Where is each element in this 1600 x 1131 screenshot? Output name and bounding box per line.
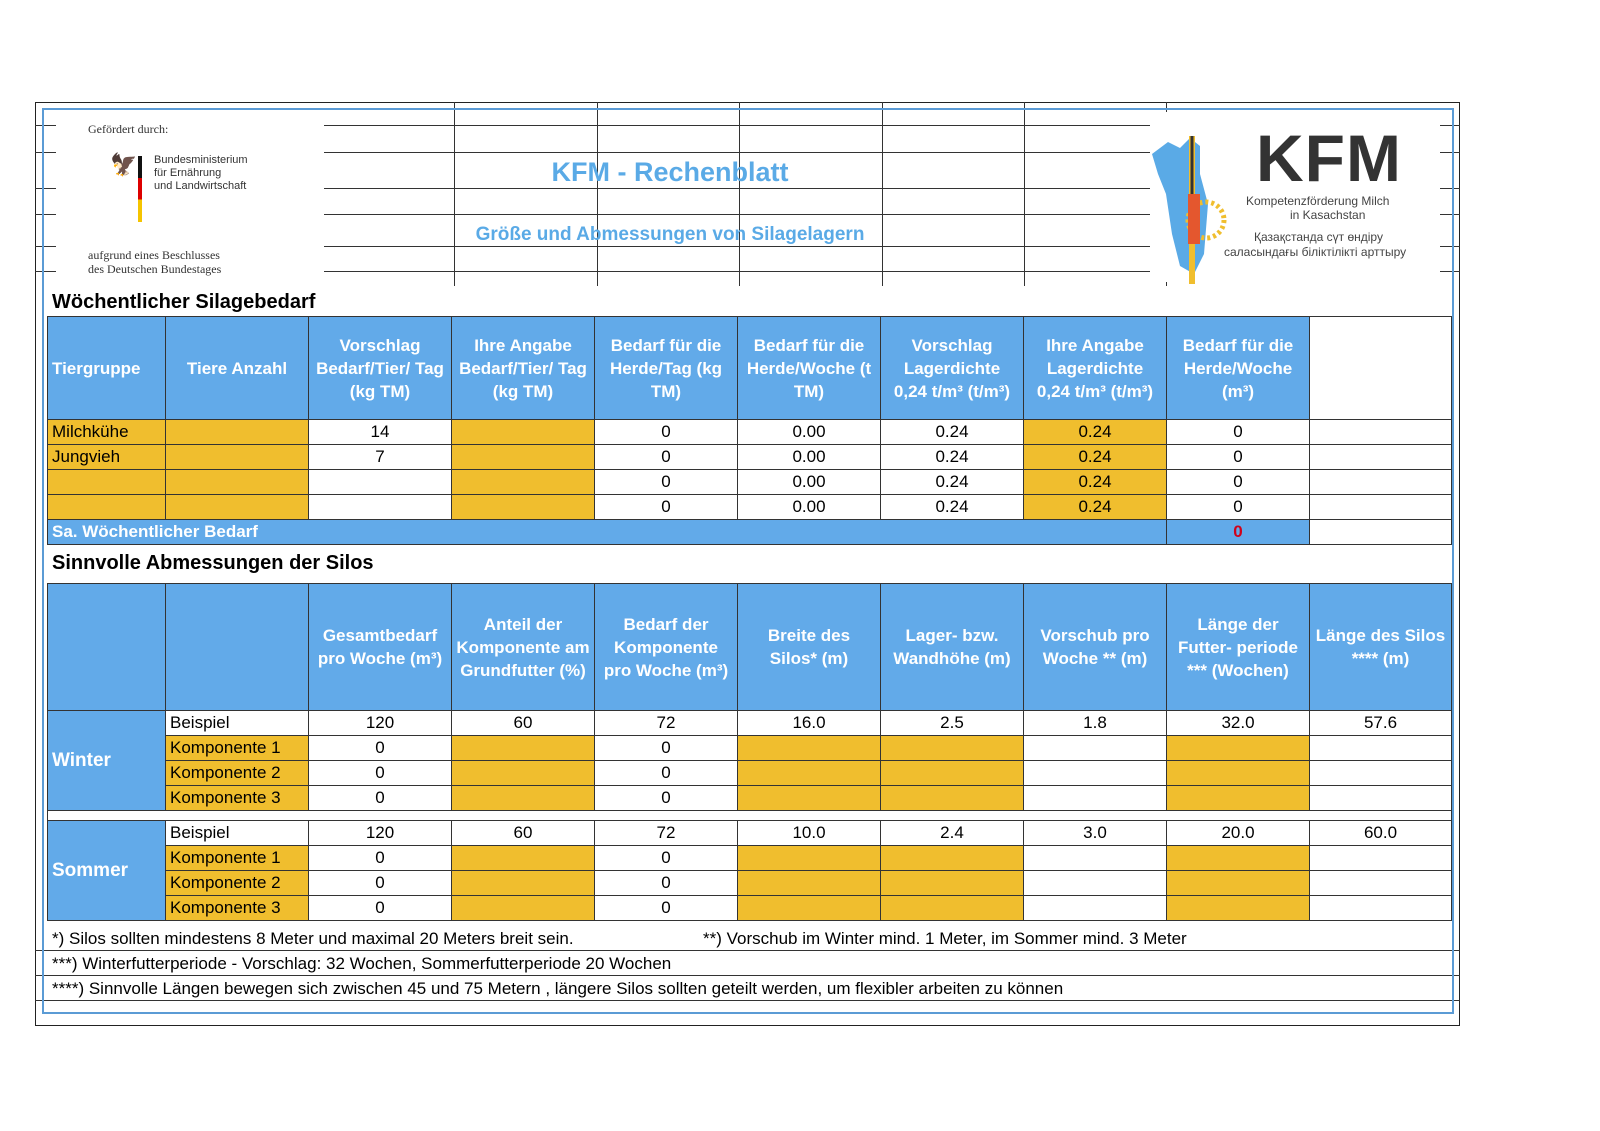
vorschub-cell: [1024, 786, 1167, 811]
wandhoehe-input[interactable]: [881, 871, 1024, 896]
vorschub-cell: [1024, 871, 1167, 896]
anteil-input[interactable]: [452, 871, 595, 896]
herde-tag-cell: 0: [595, 495, 738, 520]
silolaenge-cell: 57.6: [1310, 711, 1452, 736]
kfm-logo: [1150, 112, 1440, 282]
vorschlag-dichte-cell: 0.24: [881, 420, 1024, 445]
bedarf-komponente-cell: 0: [595, 761, 738, 786]
anteil-cell: 60: [452, 821, 595, 846]
kfm-letters: KFM: [1256, 121, 1402, 195]
wandhoehe-input[interactable]: [881, 846, 1024, 871]
kfm-tagline-kz-2: саласындағы біліктілікті арттыру: [1224, 245, 1407, 259]
ihre-dichte-input[interactable]: 0.24: [1024, 420, 1167, 445]
row-label: Komponente 1: [166, 846, 309, 871]
grid-line: [597, 102, 598, 286]
futterperiode-input[interactable]: [1167, 871, 1310, 896]
kfm-tagline-de-2: in Kasachstan: [1290, 208, 1366, 222]
col-header: Bedarf der Komponente pro Woche (m³): [595, 584, 738, 711]
vorschub-cell: [1024, 736, 1167, 761]
anteil-input[interactable]: [452, 736, 595, 761]
gesamtbedarf-cell: 0: [309, 896, 452, 921]
col-header: Vorschlag Lagerdichte 0,24 t/m³ (t/m³): [881, 317, 1024, 420]
table-row: [48, 846, 1452, 871]
ihre-angabe-input[interactable]: [452, 445, 595, 470]
page-subtitle: Größe und Abmessungen von Silagelagern: [475, 224, 865, 245]
breite-input[interactable]: [738, 761, 881, 786]
vorschub-cell: 1.8: [1024, 711, 1167, 736]
tiere-anzahl-input[interactable]: [166, 495, 309, 520]
breite-input[interactable]: [738, 786, 881, 811]
silolaenge-cell: [1310, 761, 1452, 786]
col-header: Ihre Angabe Bedarf/Tier/ Tag (kg TM): [452, 317, 595, 420]
grid-line: [739, 102, 740, 286]
page-title: KFM - Rechenblatt: [551, 157, 789, 187]
gesamtbedarf-cell: 0: [309, 761, 452, 786]
col-header: Vorschub pro Woche ** (m): [1024, 584, 1167, 711]
bedarf-komponente-cell: 0: [595, 871, 738, 896]
herde-woche-cell: 0.00: [738, 445, 881, 470]
herde-tag-cell: 0: [595, 445, 738, 470]
table-row: [48, 445, 1452, 470]
sum-value: 0: [1167, 520, 1310, 545]
grid-line: [35, 950, 1460, 951]
bedarf-komponente-cell: 0: [595, 896, 738, 921]
gesamtbedarf-cell: 120: [309, 821, 452, 846]
bedarf-komponente-cell: 0: [595, 846, 738, 871]
ihre-angabe-input[interactable]: [452, 420, 595, 445]
col-header: Bedarf für die Herde/Woche (t TM): [738, 317, 881, 420]
ministry-name: Bundesministerium für Ernährung und Landwirtschaft: [154, 154, 248, 192]
wandhoehe-input[interactable]: [881, 761, 1024, 786]
section-weekly-demand-title: Wöchentlicher Silagebedarf: [52, 291, 316, 313]
futterperiode-input[interactable]: [1167, 786, 1310, 811]
ministry-logo: [56, 112, 324, 286]
table-row: [48, 896, 1452, 921]
col-header: Ihre Angabe Lagerdichte 0,24 t/m³ (t/m³): [1024, 317, 1167, 420]
season-label-summer: Sommer: [48, 821, 166, 921]
futterperiode-input[interactable]: [1167, 761, 1310, 786]
col-header: Lager- bzw. Wandhöhe (m): [881, 584, 1024, 711]
vorschub-cell: 3.0: [1024, 821, 1167, 846]
grid-line: [454, 102, 455, 286]
gesamtbedarf-cell: 0: [309, 786, 452, 811]
table-row: [48, 736, 1452, 761]
silolaenge-cell: [1310, 736, 1452, 761]
herde-woche-m3-cell: 0: [1167, 445, 1310, 470]
tiere-anzahl-input[interactable]: [166, 470, 309, 495]
breite-input[interactable]: [738, 846, 881, 871]
vorschub-cell: [1024, 761, 1167, 786]
table-row: [48, 711, 1452, 736]
ihre-dichte-input[interactable]: 0.24: [1024, 470, 1167, 495]
bedarf-komponente-cell: 0: [595, 786, 738, 811]
table-row: [48, 761, 1452, 786]
wandhoehe-cell: 2.4: [881, 821, 1024, 846]
col-header: Vorschlag Bedarf/Tier/ Tag (kg TM): [309, 317, 452, 420]
breite-cell: 10.0: [738, 821, 881, 846]
empty-cell: [1310, 495, 1452, 520]
silolaenge-cell: [1310, 786, 1452, 811]
empty-cell: [1310, 317, 1452, 420]
row-label: Komponente 1: [166, 736, 309, 761]
footnote-width: *) Silos sollten mindestens 8 Meter und maximal 20 Meters breit sein.: [52, 929, 574, 948]
col-header: Bedarf für die Herde/Woche (m³): [1167, 317, 1310, 420]
futterperiode-input[interactable]: [1167, 896, 1310, 921]
section-silo-dimensions-title: Sinnvolle Abmessungen der Silos: [52, 552, 374, 574]
season-label-winter: Winter: [48, 711, 166, 811]
breite-input[interactable]: [738, 736, 881, 761]
table-row: [48, 495, 1452, 520]
table-row: [48, 871, 1452, 896]
herde-tag-cell: 0: [595, 470, 738, 495]
row-label: Komponente 3: [166, 786, 309, 811]
col-header: [48, 584, 166, 711]
empty-cell: [1310, 420, 1452, 445]
kazakhstan-map-icon: [1150, 134, 1260, 284]
herde-woche-m3-cell: 0: [1167, 470, 1310, 495]
futterperiode-input[interactable]: [1167, 736, 1310, 761]
ihre-dichte-input[interactable]: 0.24: [1024, 445, 1167, 470]
table-header-row: [48, 317, 1452, 420]
wandhoehe-cell: 2.5: [881, 711, 1024, 736]
vorschlag-dichte-cell: 0.24: [881, 445, 1024, 470]
tiergruppe-input[interactable]: Milchkühe: [48, 420, 166, 445]
grid-line: [35, 975, 1460, 976]
anteil-input[interactable]: [452, 846, 595, 871]
futterperiode-cell: 20.0: [1167, 821, 1310, 846]
col-header: Breite des Silos* (m): [738, 584, 881, 711]
table-header-row: [48, 584, 1452, 711]
anteil-input[interactable]: [452, 896, 595, 921]
sum-row: [48, 520, 1452, 545]
silo-dimensions-table: [47, 583, 1452, 921]
tiere-anzahl-input[interactable]: [166, 420, 309, 445]
anteil-input[interactable]: [452, 761, 595, 786]
herde-woche-cell: 0.00: [738, 495, 881, 520]
footnote-length: ****) Sinnvolle Längen bewegen sich zwischen 45 und 75 Metern , längere Silos sollten geteilt werden, um flexibler arbeiten zu können: [52, 979, 1064, 998]
german-flag-icon: [138, 156, 142, 222]
kfm-tagline-de: Kompetenzförderung Milch: [1246, 194, 1390, 208]
vorschlag-cell: [309, 470, 452, 495]
herde-woche-m3-cell: 0: [1167, 420, 1310, 445]
anteil-cell: 60: [452, 711, 595, 736]
row-label: Komponente 2: [166, 871, 309, 896]
col-header: Tiere Anzahl: [166, 317, 309, 420]
table-row: [48, 821, 1452, 846]
vorschlag-cell: [309, 495, 452, 520]
gesamtbedarf-cell: 0: [309, 846, 452, 871]
wandhoehe-input[interactable]: [881, 786, 1024, 811]
col-header: Bedarf für die Herde/Tag (kg TM): [595, 317, 738, 420]
herde-tag-cell: 0: [595, 420, 738, 445]
herde-woche-m3-cell: 0: [1167, 495, 1310, 520]
empty-cell: [1310, 470, 1452, 495]
silolaenge-cell: 60.0: [1310, 821, 1452, 846]
row-label: Komponente 3: [166, 896, 309, 921]
grid-line: [882, 102, 883, 286]
weekly-demand-table: [47, 316, 1452, 545]
wandhoehe-input[interactable]: [881, 736, 1024, 761]
grid-line: [35, 1000, 1460, 1001]
silolaenge-cell: [1310, 846, 1452, 871]
col-header: [166, 584, 309, 711]
tiergruppe-input[interactable]: [48, 495, 166, 520]
grid-line: [1024, 102, 1025, 286]
kfm-tagline-kz: Қазақстанда сүт өндіру: [1254, 230, 1383, 244]
footnote-vorschub: **) Vorschub im Winter mind. 1 Meter, im Sommer mind. 3 Meter: [703, 929, 1187, 948]
row-label: Komponente 2: [166, 761, 309, 786]
col-header: Länge des Silos **** (m): [1310, 584, 1452, 711]
silolaenge-cell: [1310, 896, 1452, 921]
gesamtbedarf-cell: 0: [309, 736, 452, 761]
tiergruppe-input[interactable]: Jungvieh: [48, 445, 166, 470]
col-header: Gesamtbedarf pro Woche (m³): [309, 584, 452, 711]
anteil-input[interactable]: [452, 786, 595, 811]
breite-input[interactable]: [738, 896, 881, 921]
wandhoehe-input[interactable]: [881, 896, 1024, 921]
futterperiode-cell: 32.0: [1167, 711, 1310, 736]
empty-cell: [1310, 445, 1452, 470]
vorschlag-cell: 7: [309, 445, 452, 470]
tiere-anzahl-input[interactable]: [166, 445, 309, 470]
vorschlag-cell: 14: [309, 420, 452, 445]
ihre-angabe-input[interactable]: [452, 495, 595, 520]
bedarf-komponente-cell: 72: [595, 711, 738, 736]
vorschub-cell: [1024, 846, 1167, 871]
footnote-period: ***) Winterfutterperiode - Vorschlag: 32 Wochen, Sommerfutterperiode 20 Wochen: [52, 954, 672, 973]
spacer-row: [48, 811, 1452, 821]
row-label: Beispiel: [166, 821, 309, 846]
table-row: [48, 786, 1452, 811]
ihre-dichte-input[interactable]: 0.24: [1024, 495, 1167, 520]
col-header: Länge der Futter- periode *** (Wochen): [1167, 584, 1310, 711]
silolaenge-cell: [1310, 871, 1452, 896]
vorschlag-dichte-cell: 0.24: [881, 495, 1024, 520]
gesamtbedarf-cell: 0: [309, 871, 452, 896]
col-header: Tiergruppe: [48, 317, 166, 420]
bedarf-komponente-cell: 0: [595, 736, 738, 761]
futterperiode-input[interactable]: [1167, 846, 1310, 871]
table-row: [48, 470, 1452, 495]
herde-woche-cell: 0.00: [738, 420, 881, 445]
eagle-icon: 🦅: [110, 152, 138, 177]
breite-cell: 16.0: [738, 711, 881, 736]
sum-label: Sa. Wöchentlicher Bedarf: [48, 520, 1167, 545]
beschluss-text: aufgrund eines Beschlusses des Deutschen Bundestages: [88, 248, 222, 276]
bedarf-komponente-cell: 72: [595, 821, 738, 846]
col-header: Anteil der Komponente am Grundfutter (%): [452, 584, 595, 711]
gefoerdert-label: Gefördert durch:: [88, 122, 169, 136]
tiergruppe-input[interactable]: [48, 470, 166, 495]
vorschlag-dichte-cell: 0.24: [881, 470, 1024, 495]
breite-input[interactable]: [738, 871, 881, 896]
ihre-angabe-input[interactable]: [452, 470, 595, 495]
table-row: [48, 420, 1452, 445]
gesamtbedarf-cell: 120: [309, 711, 452, 736]
row-label: Beispiel: [166, 711, 309, 736]
empty-cell: [1310, 520, 1452, 545]
vorschub-cell: [1024, 896, 1167, 921]
herde-woche-cell: 0.00: [738, 470, 881, 495]
